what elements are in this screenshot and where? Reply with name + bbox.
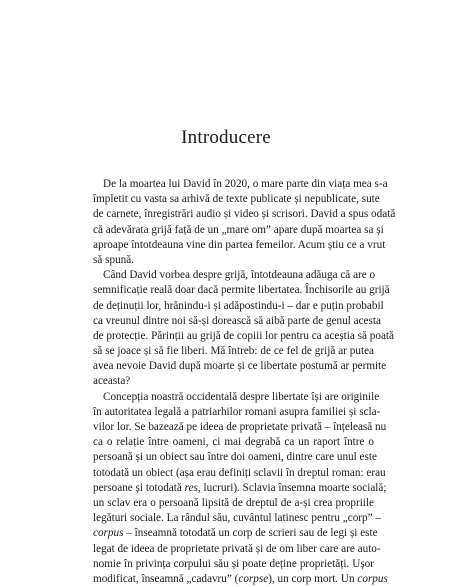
text-line: vilor lor. Se bazează pe ideea de proprietate privată – înțeleasă nu (93, 421, 387, 433)
text-line: un sclav era o persoană lipsită de dreptul de a-și crea propriile (93, 496, 374, 509)
text-line: totodată un obiect (așa erau definiți sclavii în dreptul roman: erau (93, 466, 386, 479)
text-line: ca o relație între oameni, ci mai degrabă ca un raport între o (93, 436, 374, 449)
text-line: modificat, înseamnă „cadavru” (corpse), un corp mort. Un corpus (93, 572, 388, 585)
text-line: persoană și un obiect sau între doi oameni, dintre care unul este (93, 451, 377, 464)
text-line: persoane și totodată res, lucruri). Sclavia însemna moarte socială; (93, 481, 387, 494)
text-line: să spună. (93, 253, 135, 266)
text-line: aproape întotdeauna vine din partea femeilor. Acum știu ce a vrut (93, 238, 386, 251)
text-line: de deținuții lor, hrănindu-i și adăpostindu-i – dar e puțin probabil (93, 299, 384, 312)
text-line: de protecție. Părinții au grijă de copiii lor pentru ca aceștia să poată (93, 329, 395, 342)
text-line: nomie în privința corpului său și poate deține proprietăți. Ușor (93, 557, 374, 570)
text-line: de carnete, înregistrări audio și video și scrisori. David a spus odată (93, 208, 396, 221)
text-line: avea nevoie David după moarte și ce libertate postumă ar permite (93, 360, 387, 373)
text-line: Concepția noastră occidentală despre libertate își are originile (103, 390, 380, 403)
text-line: legături sociale. La rândul său, cuvântul latinesc pentru „corp” – (93, 512, 381, 525)
text-line: Când David vorbea despre grijă, întotdeauna adăuga că are o (103, 269, 376, 282)
chapter-title: Introducere (181, 127, 271, 148)
paragraph (93, 177, 396, 268)
text-line: că adevărata grijă față de un „mare om” apare după moartea sa și (93, 223, 384, 236)
paragraph (93, 390, 388, 587)
text-line: împletit cu vasta sa arhivă de texte publicate și nepublicate, sute (93, 193, 380, 206)
text-line: semnificație reală doar dacă permite libertatea. Închisorile au grijă (93, 284, 390, 297)
text-line: legat de ideea de proprietate privată și de om liber care are auto- (93, 542, 381, 555)
text-line: să se joace și să fie liberi. Mă întreb: de ce fel de grijă ar putea (93, 345, 374, 358)
text-line: corpus – înseamnă totodată un corp de scrieri sau de legi și este (93, 527, 378, 540)
text-line: ca vreunul dintre noi să-și dorească să aibă parte de genul acesta (93, 314, 381, 327)
paragraph (93, 268, 395, 390)
text-line: De la moartea lui David în 2020, o mare parte din viața mea s-a (103, 178, 388, 190)
text-line: în autoritatea legală a patriarhilor romani asupra familiei și scla- (93, 405, 381, 418)
text-line: aceasta? (93, 375, 131, 388)
body-text (93, 177, 396, 587)
